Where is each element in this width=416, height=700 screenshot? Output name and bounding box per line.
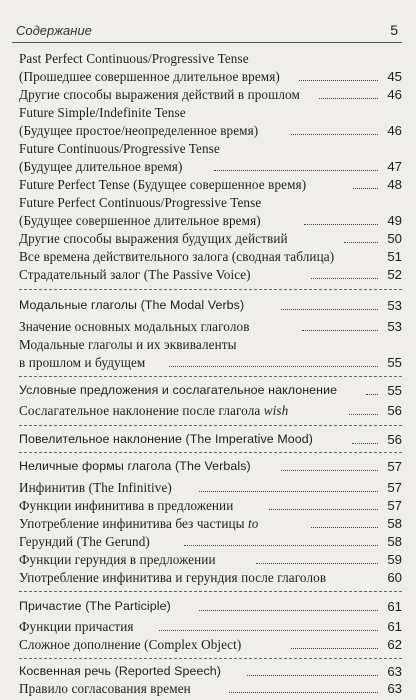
entry-title: Употребление инфинитива и герундия после глаголов	[19, 570, 327, 585]
toc-entry[interactable]	[19, 212, 402, 230]
toc-entry[interactable]	[19, 618, 402, 636]
toc-entry[interactable]	[19, 68, 402, 86]
toc-entry[interactable]	[19, 636, 402, 654]
entry-title: Все времена действительного залога (сводная таблица)	[19, 249, 335, 264]
entry-title: в прошлом и будущем	[19, 355, 146, 370]
entry-page: 57	[387, 480, 402, 495]
entry-page: 59	[387, 552, 402, 567]
toc-entry[interactable]	[19, 140, 402, 158]
section-title: Модальные глаголы (The Modal Verbs)	[19, 298, 245, 312]
section-divider	[19, 425, 402, 426]
entry-page: 47	[387, 159, 402, 174]
entry-page: 51	[387, 249, 402, 264]
entry-title: (Будущее длительное время)	[19, 159, 183, 174]
toc-entry[interactable]	[19, 533, 402, 551]
toc-entry[interactable]	[19, 515, 402, 533]
entry-title: Страдательный залог (The Passive Voice)	[19, 267, 251, 282]
entry-page: 53	[387, 298, 402, 313]
entry-title: Future Continuous/Progressive Tense	[19, 141, 220, 156]
entry-title: (Будущее простое/неопределенное время)	[19, 123, 259, 138]
entry-page: 57	[387, 498, 402, 513]
section-divider	[19, 658, 402, 659]
entry-page: 48	[387, 177, 402, 192]
section-title: Причастие (The Participle)	[19, 599, 171, 613]
toc-entry[interactable]	[19, 158, 402, 176]
toc-entry[interactable]	[19, 569, 402, 587]
toc-entry[interactable]	[19, 402, 402, 420]
entry-page: 63	[387, 664, 402, 679]
toc-entry[interactable]	[19, 497, 402, 515]
entry-title: Future Simple/Indefinite Tense	[19, 105, 186, 120]
entry-page: 56	[387, 403, 402, 418]
section-divider	[19, 452, 402, 453]
toc-entry[interactable]	[19, 86, 402, 104]
page-number: 5	[390, 22, 398, 38]
section-divider	[19, 376, 402, 377]
entry-page: 55	[387, 383, 402, 398]
entry-title: Функции инфинитива в предложении	[19, 498, 234, 513]
toc-entry[interactable]	[19, 551, 402, 569]
entry-title: Future Perfect Tense (Будущее совершенное время)	[19, 177, 307, 192]
entry-page: 56	[387, 432, 402, 447]
entry-title: Другие способы выражения действий в прошлом	[19, 87, 300, 102]
section-title: Косвенная речь (Reported Speech)	[19, 664, 221, 678]
section-divider	[19, 289, 402, 290]
entry-title: Past Perfect Continuous/Progressive Tense	[19, 51, 249, 66]
toc-section[interactable]	[19, 598, 402, 616]
entry-title: (Прошедшее совершенное длительное время)	[19, 69, 280, 84]
toc-entry[interactable]	[19, 354, 402, 372]
entry-title: Функции причастия	[19, 619, 134, 634]
section-title: Неличные формы глагола (The Verbals)	[19, 459, 251, 473]
toc-entry[interactable]	[19, 176, 402, 194]
entry-title: Инфинитив (The Infinitive)	[19, 480, 172, 495]
toc-section[interactable]	[19, 431, 402, 449]
entry-page: 57	[387, 459, 402, 474]
toc-entry[interactable]	[19, 194, 402, 212]
toc-entry[interactable]	[19, 230, 402, 248]
entry-title: Сослагательное наклонение после глагола wish	[19, 403, 289, 418]
entry-page: 50	[387, 231, 402, 246]
entry-page: 62	[387, 637, 402, 652]
section-title: Условные предложения и сослагательное наклонение	[19, 383, 338, 397]
entry-title: Герундий (The Gerund)	[19, 534, 150, 549]
toc-section[interactable]	[19, 458, 402, 476]
entry-title: Правило согласования времен	[19, 681, 191, 696]
toc-entry[interactable]	[19, 122, 402, 140]
toc-entry[interactable]	[19, 50, 402, 68]
entry-page: 60	[387, 570, 402, 585]
entry-page: 63	[387, 681, 402, 696]
entry-title: Future Perfect Continuous/Progressive Tense	[19, 195, 262, 210]
entry-page: 45	[387, 69, 402, 84]
entry-page: 52	[387, 267, 402, 282]
header-title: Содержание	[16, 23, 92, 38]
toc-section[interactable]	[19, 297, 402, 315]
entry-title: Другие способы выражения будущих действий	[19, 231, 288, 246]
entry-title: (Будущее совершенное длительное время)	[19, 213, 261, 228]
entry-page: 61	[387, 619, 402, 634]
toc-entry[interactable]	[19, 266, 402, 284]
toc-entry[interactable]	[19, 336, 402, 354]
toc-entry[interactable]	[19, 248, 402, 266]
toc-entry[interactable]	[19, 318, 402, 336]
toc-section[interactable]	[19, 663, 402, 681]
entry-page: 46	[387, 87, 402, 102]
toc-entry[interactable]	[19, 479, 402, 497]
entry-title: Модальные глаголы и их эквиваленты	[19, 337, 237, 352]
toc-entry[interactable]	[19, 680, 402, 698]
entry-page: 61	[387, 599, 402, 614]
entry-page: 55	[387, 355, 402, 370]
entry-page: 58	[387, 534, 402, 549]
toc-entry[interactable]	[19, 104, 402, 122]
section-divider	[19, 591, 402, 592]
entry-title: Сложное дополнение (Complex Object)	[19, 637, 242, 652]
section-title: Повелительное наклонение (The Imperative Mood)	[19, 432, 313, 446]
entry-page: 46	[387, 123, 402, 138]
entry-title: Употребление инфинитива без частицы to	[19, 516, 259, 531]
entry-title: Значение основных модальных глаголов	[19, 319, 250, 334]
entry-page: 49	[387, 213, 402, 228]
entry-page: 58	[387, 516, 402, 531]
toc-section[interactable]	[19, 382, 402, 400]
entry-title: Функции герундия в предложении	[19, 552, 216, 567]
entry-page: 53	[387, 319, 402, 334]
